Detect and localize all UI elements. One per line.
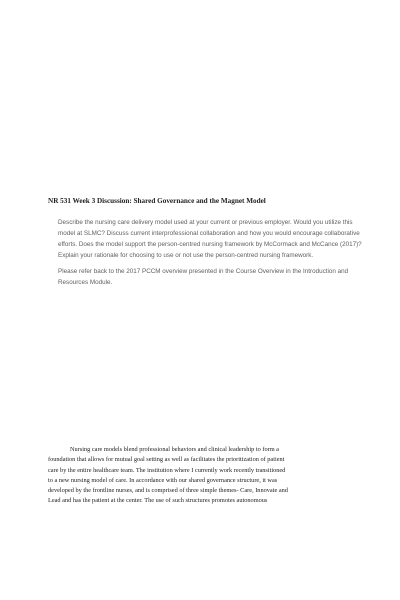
essay-line: Lead and has the patient at the center. The use of such structures promotes autonomous: [48, 497, 268, 505]
prompt-line: Describe the nursing care delivery model used at your current or previous employer. Would you utilize this: [58, 219, 353, 226]
document-title: NR 531 Week 3 Discussion: Shared Governance and the Magnet Model: [48, 197, 266, 205]
essay-line: Nursing care models blend professional behaviors and clinical leadership to form a: [70, 446, 279, 453]
essay-line: to a new nursing model of care. In accordance with our shared governance structure, it was: [48, 476, 278, 484]
discussion-prompt: [58, 217, 362, 288]
prompt-line: Explain your rationale for choosing to use or not use the person-centred nursing framework.: [58, 252, 314, 259]
reference-line: Please refer back to the 2017 PCCM overview presented in the Course Overview in the Introduction and: [58, 268, 349, 275]
essay-body: [48, 445, 366, 507]
essay-line: foundation that allows for mutual goal setting as well as facilitates the prioritization of patient: [48, 456, 285, 464]
reference-line: Resources Module.: [58, 279, 113, 286]
essay-line: care by the entire healthcare team. The institution where I currently work recently transitioned: [48, 466, 286, 474]
essay-line: developed by the frontline nurses, and is comprised of three simple themes- Care, Innovate and: [48, 487, 288, 495]
prompt-line: efforts. Does the model support the person-centred nursing framework by McCormack and McCance (2017)?: [58, 241, 362, 248]
prompt-line: model at SLMC? Discuss current interprofessional collaboration and how you would encourage collaborative: [58, 230, 360, 237]
